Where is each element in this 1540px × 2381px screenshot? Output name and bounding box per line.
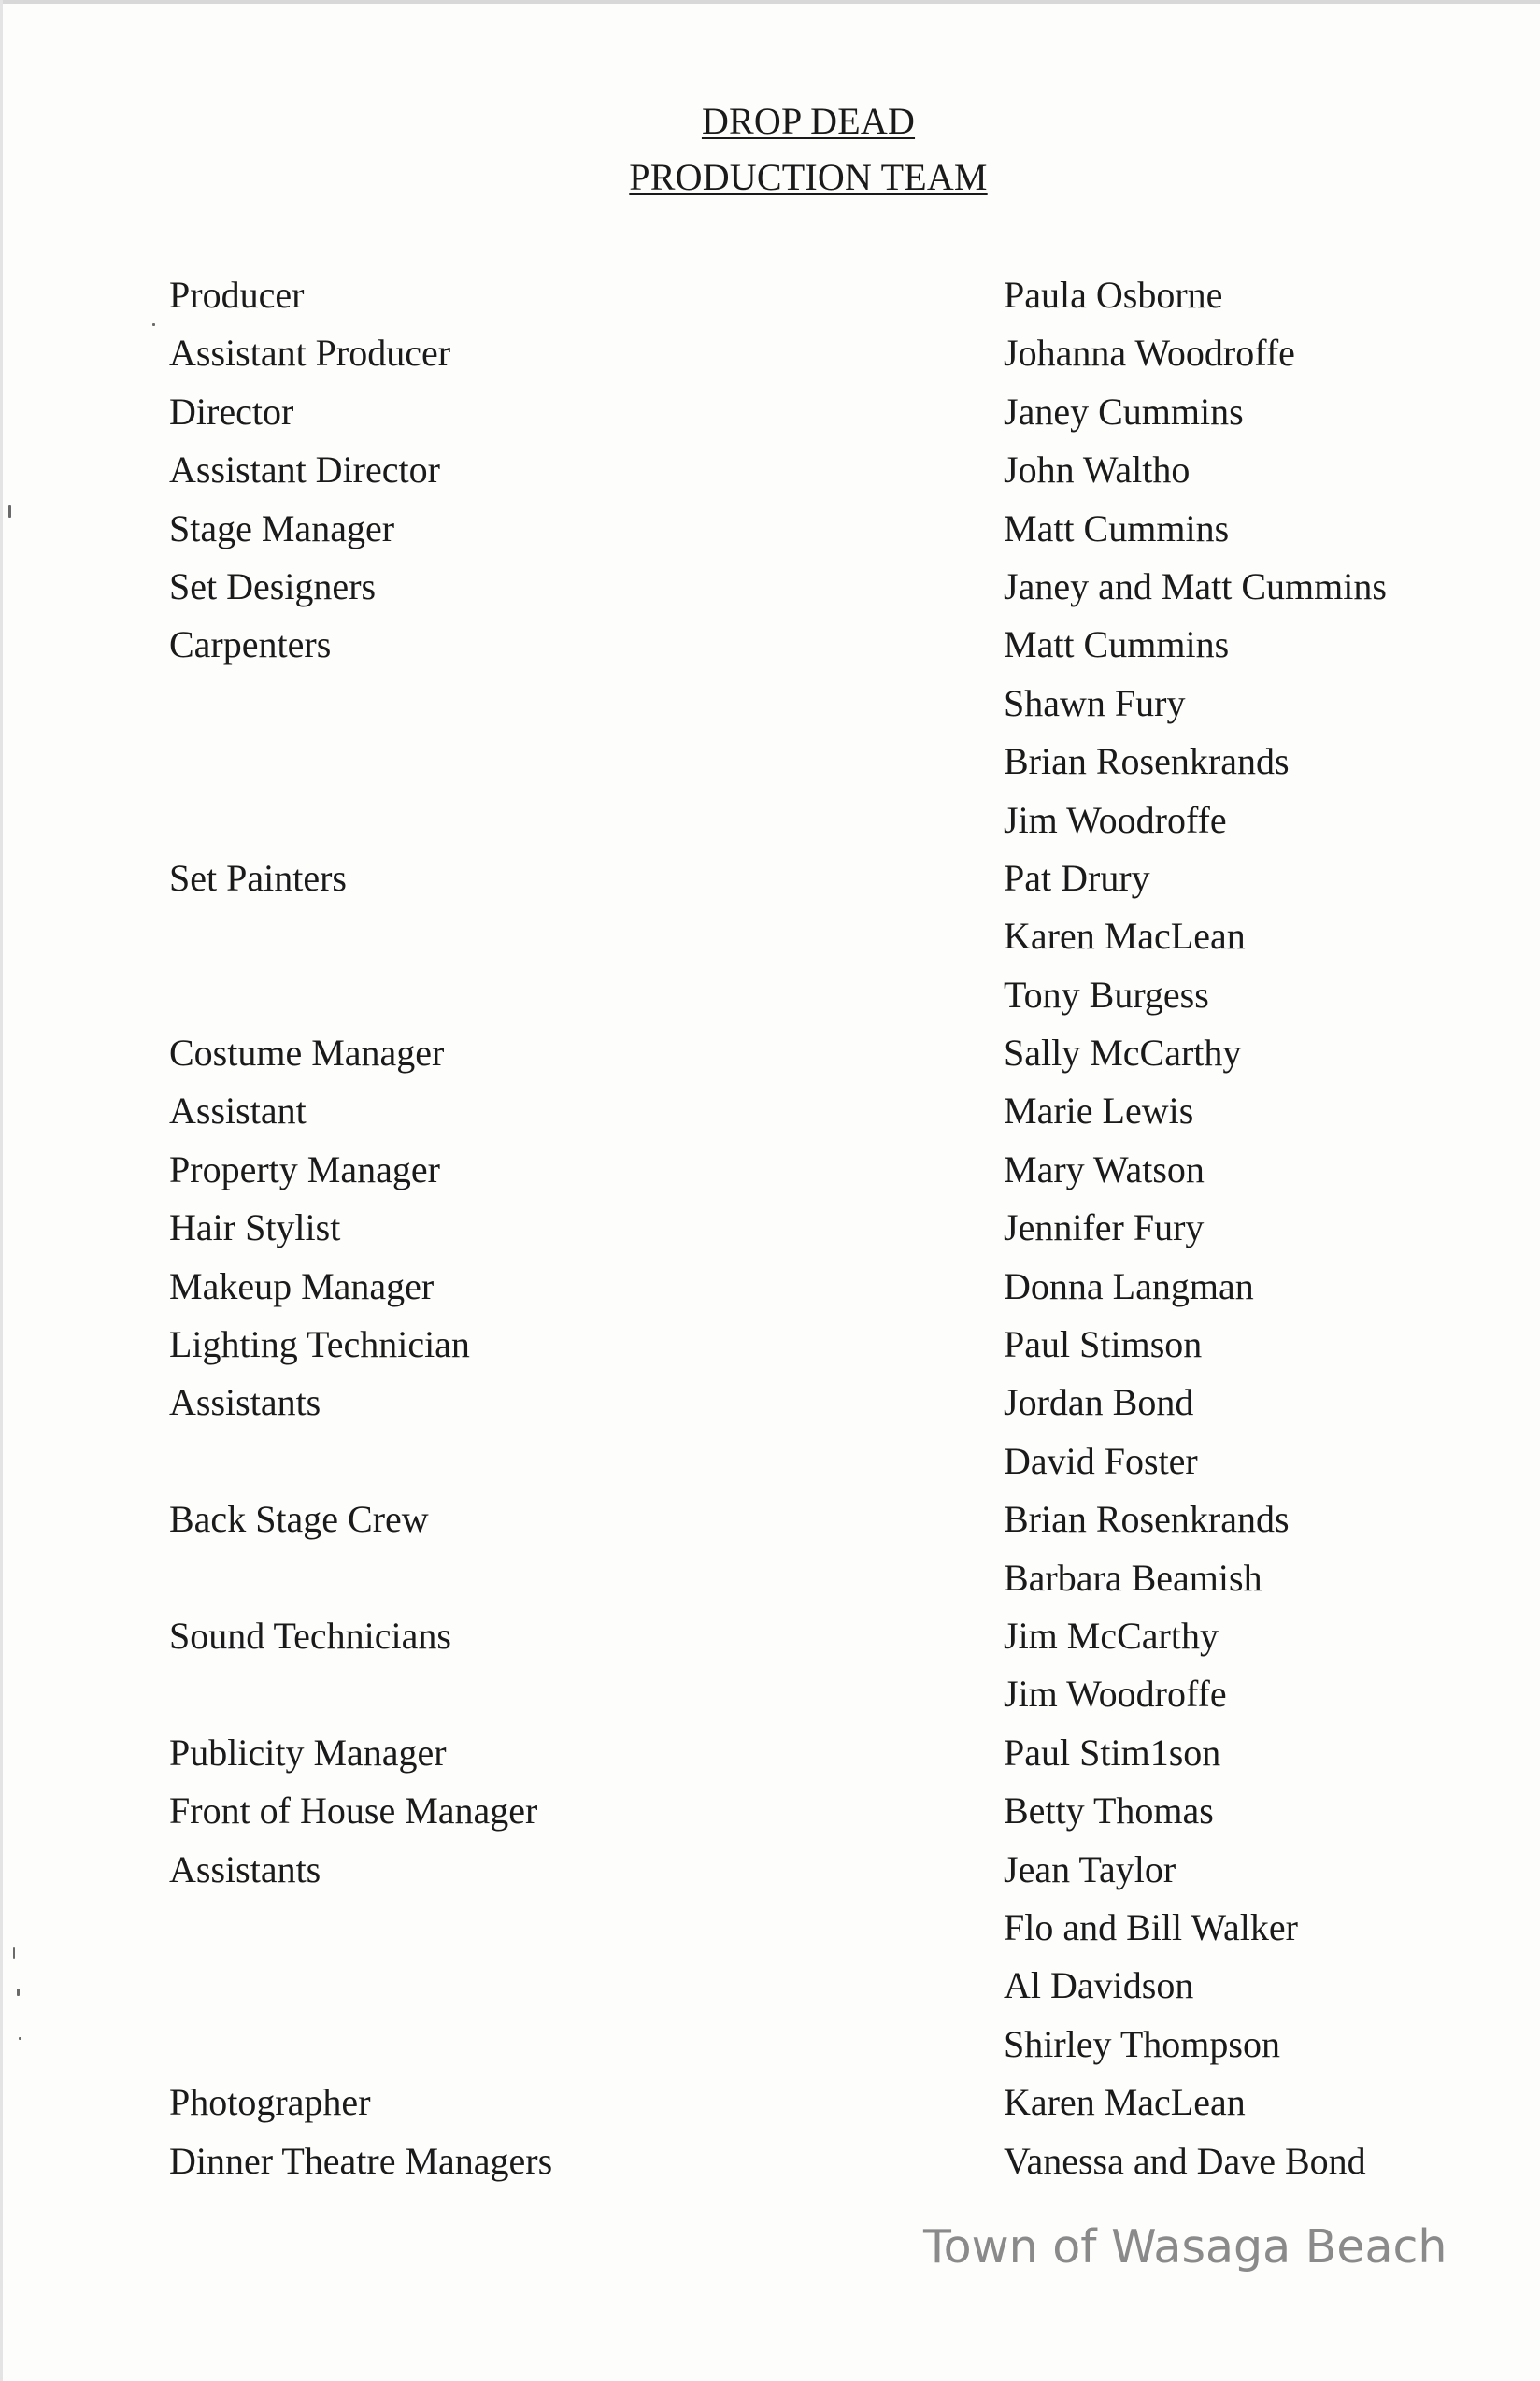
credit-role: Dinner Theatre Managers bbox=[169, 2139, 553, 2182]
credit-row bbox=[0, 2139, 1540, 2197]
scan-speck bbox=[19, 2037, 21, 2040]
credit-role: Sound Technicians bbox=[169, 1614, 451, 1657]
credit-row bbox=[0, 390, 1540, 448]
scan-speck bbox=[13, 1947, 15, 1959]
scan-speck bbox=[17, 1989, 20, 1996]
credit-row bbox=[0, 1148, 1540, 1205]
credit-row bbox=[0, 1614, 1540, 1672]
credit-name: David Foster bbox=[1004, 1439, 1198, 1482]
credit-row bbox=[0, 1439, 1540, 1497]
credit-row bbox=[0, 1963, 1540, 2021]
credits-list bbox=[0, 273, 1540, 2197]
credit-name: Sally McCarthy bbox=[1004, 1032, 1242, 1075]
credit-row bbox=[0, 1847, 1540, 1905]
credit-role: Set Painters bbox=[169, 856, 347, 899]
credit-row bbox=[0, 1380, 1540, 1438]
credit-name: Jennifer Fury bbox=[1004, 1206, 1205, 1249]
credit-role: Hair Stylist bbox=[169, 1206, 341, 1249]
credit-role: Director bbox=[169, 390, 294, 433]
credit-role: Property Manager bbox=[169, 1148, 440, 1190]
credit-row bbox=[0, 448, 1540, 506]
credit-row bbox=[0, 973, 1540, 1031]
credit-row bbox=[0, 2022, 1540, 2080]
credit-name: Paula Osborne bbox=[1004, 274, 1223, 316]
credit-name: John Waltho bbox=[1004, 449, 1191, 492]
credit-name: Betty Thomas bbox=[1004, 1789, 1214, 1832]
credit-role: Assistant bbox=[169, 1090, 307, 1133]
credit-role: Assistants bbox=[169, 1847, 321, 1890]
credit-row bbox=[0, 1731, 1540, 1789]
credit-name: Jim McCarthy bbox=[1004, 1614, 1219, 1657]
credit-name: Jordan Bond bbox=[1004, 1381, 1194, 1424]
credit-role: Back Stage Crew bbox=[169, 1498, 429, 1541]
credit-row bbox=[0, 1905, 1540, 1963]
scan-speck bbox=[152, 323, 155, 326]
credit-row bbox=[0, 1089, 1540, 1147]
credit-name: Jean Taylor bbox=[1004, 1847, 1176, 1890]
credit-name: Al Davidson bbox=[1004, 1964, 1194, 2007]
credit-row bbox=[0, 1264, 1540, 1322]
credit-name: Shawn Fury bbox=[1004, 681, 1186, 724]
credit-role: Assistant Director bbox=[169, 449, 440, 492]
credit-row bbox=[0, 2080, 1540, 2138]
credit-name: Jim Woodroffe bbox=[1004, 798, 1227, 841]
scan-speck bbox=[8, 505, 11, 518]
credit-row bbox=[0, 1497, 1540, 1555]
credit-row bbox=[0, 1672, 1540, 1730]
credit-role: Producer bbox=[169, 274, 305, 316]
credit-row bbox=[0, 681, 1540, 739]
document-subtitle: PRODUCTION TEAM bbox=[629, 156, 988, 198]
credit-row bbox=[0, 273, 1540, 331]
credit-name: Jim Woodroffe bbox=[1004, 1673, 1227, 1716]
credit-name: Barbara Beamish bbox=[1004, 1556, 1262, 1599]
credit-name: Matt Cummins bbox=[1004, 506, 1230, 549]
credit-name: Brian Rosenkrands bbox=[1004, 740, 1290, 783]
page-top-edge bbox=[0, 0, 1540, 4]
credit-row bbox=[0, 506, 1540, 564]
credit-name: Karen MacLean bbox=[1004, 915, 1246, 958]
credit-row bbox=[0, 1205, 1540, 1263]
credit-row bbox=[0, 1556, 1540, 1614]
credit-role: Makeup Manager bbox=[169, 1264, 435, 1307]
credit-name: Vanessa and Dave Bond bbox=[1004, 2139, 1366, 2182]
credit-row bbox=[0, 856, 1540, 914]
credit-name: Marie Lewis bbox=[1004, 1090, 1194, 1133]
credit-role: Costume Manager bbox=[169, 1032, 445, 1075]
credit-role: Assistant Producer bbox=[169, 332, 451, 375]
credit-role: Front of House Manager bbox=[169, 1789, 538, 1832]
credit-role: Lighting Technician bbox=[169, 1323, 470, 1366]
credit-name: Johanna Woodroffe bbox=[1004, 332, 1295, 375]
credit-name: Paul Stim1son bbox=[1004, 1731, 1221, 1774]
credit-role: Assistants bbox=[169, 1381, 321, 1424]
credit-role: Set Designers bbox=[169, 564, 377, 607]
credit-name: Janey Cummins bbox=[1004, 390, 1244, 433]
credit-name: Karen MacLean bbox=[1004, 2081, 1246, 2124]
credit-name: Brian Rosenkrands bbox=[1004, 1498, 1290, 1541]
credit-row bbox=[0, 914, 1540, 972]
credit-role: Photographer bbox=[169, 2081, 371, 2124]
credit-name: Donna Langman bbox=[1004, 1264, 1254, 1307]
credit-row bbox=[0, 622, 1540, 680]
credit-row bbox=[0, 798, 1540, 856]
credit-row bbox=[0, 1789, 1540, 1846]
credit-name: Pat Drury bbox=[1004, 856, 1150, 899]
credit-name: Shirley Thompson bbox=[1004, 2022, 1280, 2065]
credit-name: Tony Burgess bbox=[1004, 973, 1209, 1016]
document-title: DROP DEAD bbox=[701, 100, 916, 142]
credit-role: Publicity Manager bbox=[169, 1731, 447, 1774]
credit-name: Paul Stimson bbox=[1004, 1323, 1203, 1366]
credit-name: Flo and Bill Walker bbox=[1004, 1905, 1298, 1948]
credit-name: Matt Cummins bbox=[1004, 623, 1230, 666]
credit-row bbox=[0, 1322, 1540, 1380]
credit-role: Carpenters bbox=[169, 623, 332, 666]
credit-row bbox=[0, 331, 1540, 389]
credit-name: Janey and Matt Cummins bbox=[1004, 564, 1387, 607]
watermark-text: Town of Wasaga Beach bbox=[923, 2220, 1447, 2274]
credit-row bbox=[0, 1031, 1540, 1089]
credit-row bbox=[0, 564, 1540, 622]
credit-role: Stage Manager bbox=[169, 506, 395, 549]
credit-name: Mary Watson bbox=[1004, 1148, 1205, 1190]
credit-row bbox=[0, 739, 1540, 797]
